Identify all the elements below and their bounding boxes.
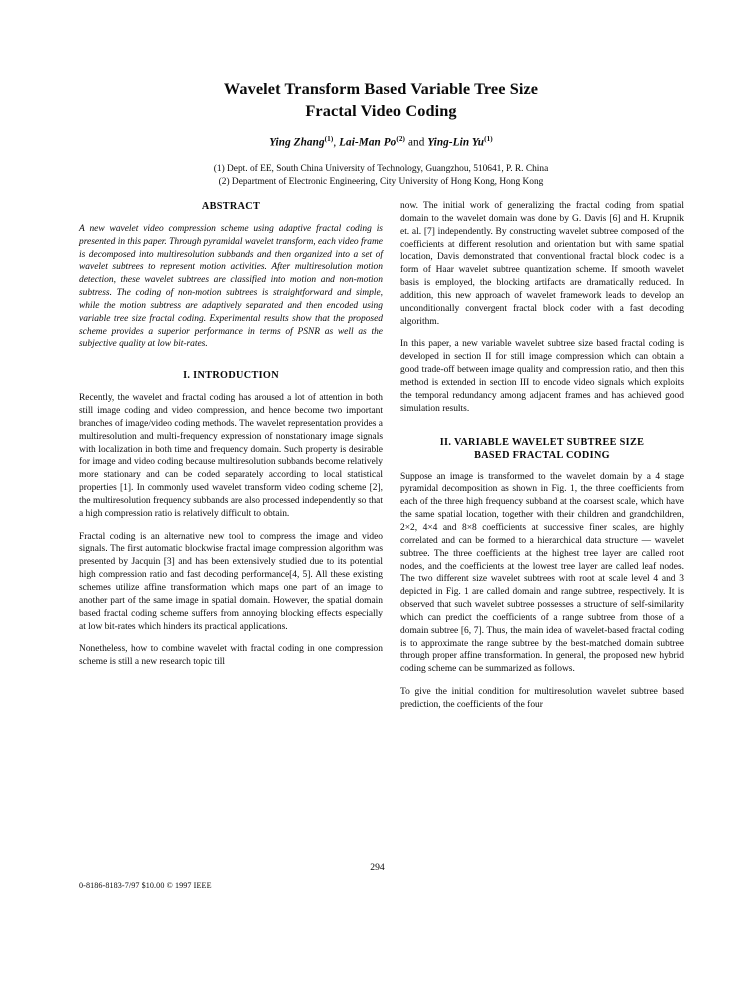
section-2-heading-line-2: BASED FRACTAL CODING	[474, 449, 610, 461]
title-line-1: Wavelet Transform Based Variable Tree Size	[223, 79, 539, 98]
author-2-affiliation-marker: (2)	[396, 135, 406, 144]
affiliation-1: (1) Dept. of EE, South China University of Technology, Guangzhou, 510641, P. R. China	[213, 164, 549, 175]
affiliation-2: (2) Department of Electronic Engineering, City University of Hong Kong, Hong Kong	[218, 177, 544, 188]
introduction-paragraph-2: Fractal coding is an alternative new tool to compress the image and video signals. The first automatic blockwise fractal image compression algorithm was presented by Jacquin [3] and has been extensively studied due to its potential high compression ratio and fast decoding performance[4, 5]. All these existing schemes utilize affine transformation which maps one part of an image to another part of the same image in spatial domain. However, the spatial domain based fractal coding scheme suffers from annoying blocking effects especially at low bit-rates which hinders its practical applications.	[79, 531, 383, 632]
abstract-heading: ABSTRACT	[201, 201, 261, 212]
author-separator-1: ,	[333, 137, 340, 150]
abstract-text: A new wavelet video compression scheme using adaptive fractal coding is presented in this paper. Through pyramidal wavelet transform, each video frame is decomposed into multiresolution subbands and then organized into a set of wavelet subtrees to represent motion activities. After multiresolution motion detection, these wavelet subtrees are classified into motion and non-motion subtress. The coding of non-motion subtrees is straightforward and simple, while the motion subtress are adaptively separated and then encoded using variable tree size fractal coding. Experimental results show that the proposed scheme provides a superior performance in terms of PSNR as well as the subjective quality at low bit-rates.	[79, 223, 383, 350]
author-2-name: Lai-Man Po	[339, 137, 397, 150]
right-paragraph-3: Suppose an image is transformed to the wavelet domain by a 4 stage pyramidal decomposition as shown in Fig. 1, the three coefficients from each of the three high frequency subband at the coarsest scale, which have the same spatial location, together with their children and grandchildren, 2×2, 4×4 and 8×8 coefficients at successive finer scales, are highly correlated and can be formed to a hierarchical data structure — wavelet subtree. The three coefficients at the highest tree layer are called root nodes, and the coefficients at the lowest tree layer are called leaf nodes. The two different size wavelet subtrees with root at scale level 4 and 3 depicted in Fig. 1 are called domain and range subtree, respectively. It is observed that such wavelet subtree possesses a structure of self-similarity which can predict the coefficients of a range subtree from those of a domain subtree [6, 7]. Thus, the main idea of wavelet-based fractal coding is to approximate the range subtree by the best-matched domain subtree through proper affine transformation. In general, the proposed new hybrid coding scheme can be summarized as follows.	[400, 471, 684, 675]
introduction-paragraph-3: Nonetheless, how to combine wavelet with fractal coding in one compression scheme is still a new research topic till	[79, 644, 383, 668]
affiliation-block	[79, 163, 683, 190]
right-column	[400, 200, 684, 712]
title-block	[79, 78, 683, 190]
copyright-notice: 0-8186-8183-7/97 $10.00 © 1997 IEEE	[79, 881, 212, 890]
page-number: 294	[370, 862, 385, 873]
left-column	[79, 200, 383, 669]
page-title	[79, 78, 683, 121]
title-line-2: Fractal Video Coding	[305, 100, 457, 120]
section-2-heading	[400, 436, 684, 462]
introduction-heading: I. INTRODUCTION	[183, 370, 279, 382]
author-1-name: Ying Zhang	[269, 137, 325, 150]
introduction-paragraph-1: Recently, the wavelet and fractal coding has aroused a lot of attention in both still image coding and video compression, and hence become two important branches of image/video coding methods. The wavelet representation provides a multiresolution and multi-frequency expression of nonstationary image signals with localization in both time and frequency domain. Such property is desirable for image and video coding because multiresolution subbands become relatively more stationary and can be coded separately according to local statistical properties [1]. In commonly used wavelet transform video coding scheme [2], the multiresolution frequency subbands are also processed independently so that a high compression ratio is relatively difficult to obtain.	[79, 393, 383, 519]
right-paragraph-2: In this paper, a new variable wavelet subtree size based fractal coding is developed in section II for still image compression which can obtain a good trade-off between image quality and compression ratio, and then this method is extended in section III to encode video signals which exploits the temporal redundancy among adjacent frames and has achieved good simulation results.	[400, 339, 684, 414]
right-paragraph-1: now. The initial work of generalizing the fractal coding from spatial domain to the wavelet domain was done by G. Davis [6] and H. Krupnik et. al. [7] independently. By constructing wavelet subtree composed of the coefficients at different resolution and orientation but with same spatial location, Davis demonstrated that conventional fractal block codec is a form of Haar wavelet subtree quantization scheme. If smooth wavelet basis is employed, the blocking artifacts are dramatically reduced. In addition, this new approach of wavelet framework leads to develop an unconditionally convergent fractal block coder with a fast decoding algorithm.	[400, 201, 684, 327]
author-3-name: Ying-Lin Yu	[427, 137, 485, 150]
section-spacer	[79, 351, 383, 369]
right-paragraph-4: To give the initial condition for multiresolution wavelet subtree based prediction, the coefficients of the four	[400, 687, 684, 710]
author-1-affiliation-marker: (1)	[324, 135, 334, 144]
author-3-affiliation-marker: (1)	[484, 135, 493, 144]
author-separator-2: and	[405, 137, 428, 150]
section-2-heading-line-1: II. VARIABLE WAVELET SUBTREE SIZE	[439, 436, 645, 448]
author-list	[79, 135, 683, 149]
